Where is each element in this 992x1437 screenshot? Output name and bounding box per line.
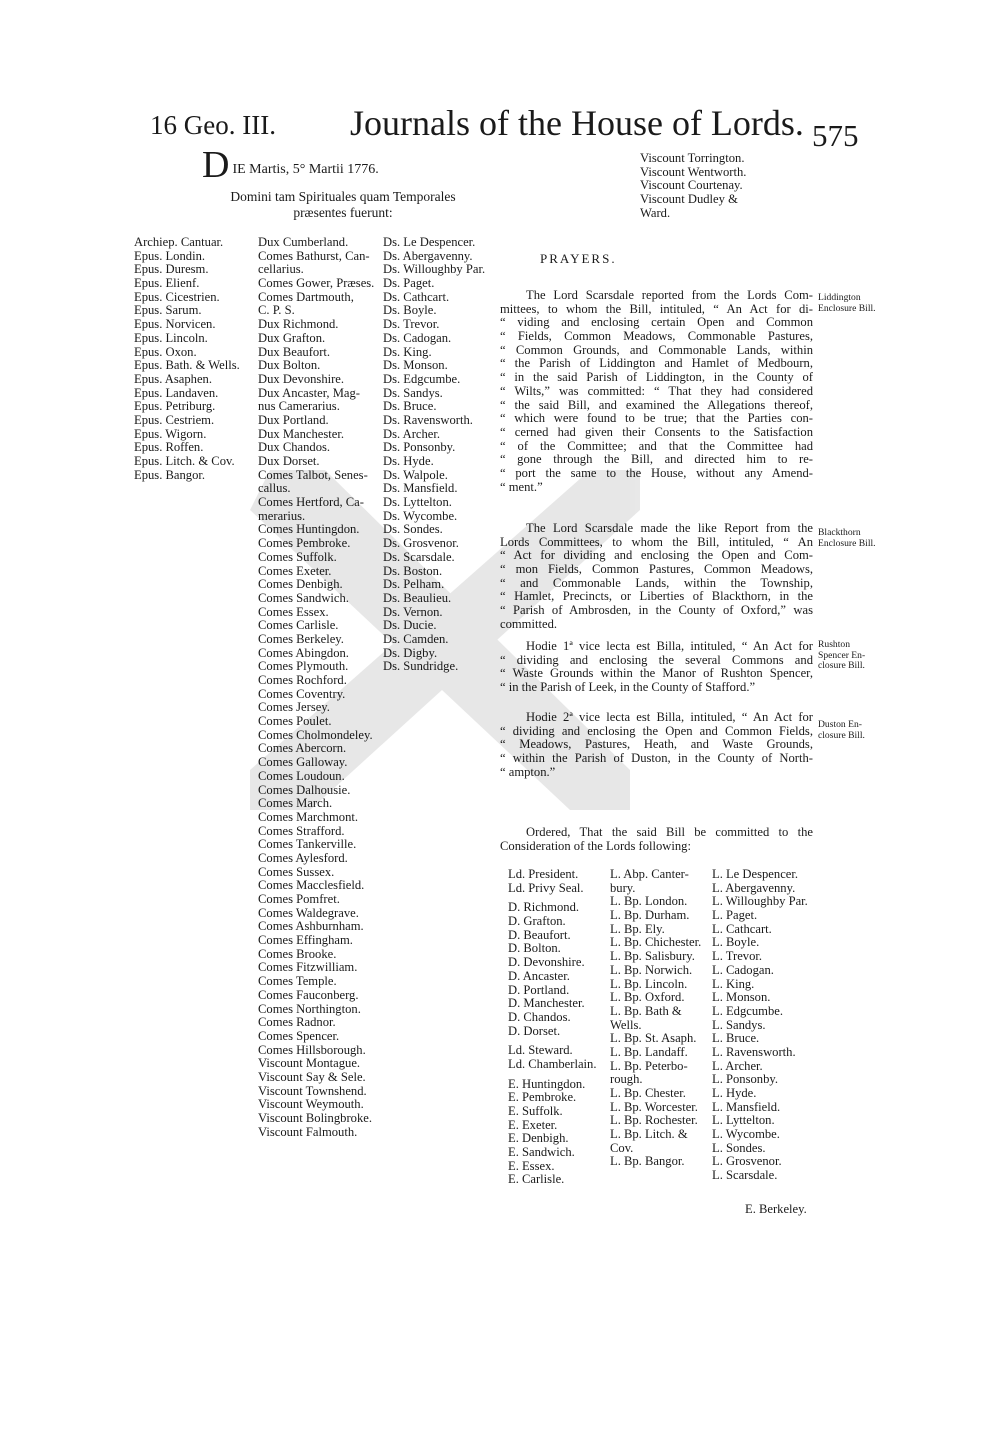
attendance-entry: Dux Devonshire. [258, 371, 345, 386]
paragraph-line: “ Hamlet, Precincts, or Liberties of Blackthorn, in the [500, 590, 813, 604]
committee-member: L. Bp. Salisbury. [610, 949, 695, 964]
attendance-entry: Epus. Asaphen. [134, 371, 213, 386]
attendance-entry: Viscount Courtenay. [640, 178, 743, 193]
attendance-entry: Ds. Bruce. [383, 399, 437, 414]
committee-member: E. Huntingdon. [508, 1076, 586, 1091]
committee-member: L. Abergavenny. [712, 880, 796, 895]
paragraph-line: “ dividing and enclosing the Open and Common Fields, [500, 724, 813, 738]
attendance-entry: Comes Cholmondeley. [258, 727, 373, 742]
sitting-date-text: IE Martis, 5° Martii 1776. [232, 162, 379, 177]
committee-member: L. Ravensworth. [712, 1044, 796, 1059]
committee-member: L. Bp. Chester. [610, 1086, 686, 1100]
paragraph-line: “ cerned had given their Consents to the Satisfaction [500, 425, 813, 439]
paragraph-line: “ Waste Grounds within the Manor of Rushton Spencer, [500, 667, 813, 681]
attendance-entry: Comes Hertford, Ca- [258, 495, 364, 510]
paragraph-line: “ ment.” [500, 480, 543, 494]
committee-member: L. Bp. Bath & [610, 1003, 682, 1018]
committee-member: L. Willoughby Par. [712, 894, 808, 909]
paragraph-line: “ Act for dividing and enclosing the Open and Com- [500, 549, 813, 563]
attendance-entry: Epus. Landaven. [134, 385, 219, 400]
attendance-entry: Comes Berkeley. [258, 631, 344, 646]
attendance-entry: Ds. Beaulieu. [383, 590, 452, 605]
committee-member: L. Scarsdale. [712, 1168, 778, 1183]
attendance-entry: Comes Fitzwilliam. [258, 960, 358, 975]
committee-member: E. Denbigh. [508, 1131, 569, 1146]
committee-member: L. Bp. Ely. [610, 921, 665, 936]
attendance-entry: Epus. Wigorn. [134, 426, 207, 441]
committee-member: L. Bp. Chichester. [610, 935, 702, 950]
attendance-entry: Comes Waldegrave. [258, 905, 359, 920]
committee-member: Cov. [610, 1140, 634, 1155]
attendance-entry: Dux Grafton. [258, 330, 326, 345]
attendance-entry: Comes Rochford. [258, 673, 347, 687]
committee-member: L. Bp. Durham. [610, 908, 690, 923]
attendance-entry: Epus. Roffen. [134, 440, 204, 455]
page-number: 575 [812, 118, 859, 153]
attendance-entry: Comes Poulet. [258, 714, 332, 729]
journal-title: Journals of the House of Lords. [350, 103, 804, 143]
attendance-entry: cellarius. [258, 262, 304, 277]
attendance-entry: Comes Macclesfield. [258, 878, 365, 893]
committee-member: Ld. Privy Seal. [508, 880, 584, 895]
attendance-entry: Ds. Mansfield. [383, 481, 458, 496]
committee-member: D. Devonshire. [508, 955, 585, 970]
paragraph-line: The Lord Scarsdale reported from the Lords Com- [526, 289, 813, 302]
viscounts-list [640, 152, 746, 220]
attendance-entry: Comes Ashburnham. [258, 919, 364, 934]
paragraph-line: “ the Parish of Liddington and Hamlet of Medbourn, [500, 357, 813, 371]
margin-note-line: Blackthorn [818, 527, 861, 538]
attendance-entry: Viscount Dudley & [640, 192, 738, 207]
attendance-entry: Viscount Say & Sele. [258, 1069, 366, 1084]
attendance-entry: Comes Radnor. [258, 1015, 336, 1030]
paragraph-line: “ dividing and enclosing the several Commons and [500, 653, 813, 667]
presence-heading: Domini tam Spirituales quam Temporales præsentes fuerunt: [230, 189, 456, 220]
attendance-entry: Ds. Sundridge. [383, 659, 459, 674]
paragraph-line: mittees, to whom the Bill, intituled, “ An Act for di- [500, 302, 813, 316]
attendance-entry: Ds. Boston. [383, 563, 443, 578]
committee-member: E. Sandwich. [508, 1145, 575, 1160]
paragraph-line: “ Parish of Ambrosden, in the County of Oxford,” was [500, 604, 813, 618]
committee-member: Wells. [610, 1017, 642, 1032]
prayers-heading: PRAYERS. [540, 251, 617, 266]
margin-note-line: Duston En- [818, 719, 862, 730]
margin-note-line: closure Bill. [818, 660, 865, 672]
attendance-entry: Epus. Bangor. [134, 467, 206, 482]
attendance-entry: Comes Talbot, Senes- [258, 467, 368, 482]
committee-column-2 [610, 868, 701, 1169]
paragraph-line: Consideration of the Lords following: [500, 839, 691, 853]
committee-member: bury. [610, 880, 636, 895]
attendance-entry: Comes Fauconberg. [258, 987, 359, 1002]
paragraph-line: Hodie 2ª vice lecta est Billa, intituled, “ An Act for [526, 711, 813, 724]
attendance-entry: Ds. Lyttelton. [383, 495, 452, 510]
attendance-entry: Epus. Sarum. [134, 303, 202, 318]
attendance-entry: callus. [258, 481, 291, 496]
proceeding-paragraph [500, 522, 813, 632]
attendance-entry: Ds. Sondes. [383, 522, 443, 537]
attendance-entry: Ds. Digby. [383, 645, 438, 660]
committee-member: D. Dorset. [508, 1023, 561, 1038]
paragraph-line: “ gone through the Bill, and directed him to re- [500, 453, 813, 467]
committee-member: L. Hyde. [712, 1086, 757, 1100]
proceeding-paragraph [500, 826, 813, 853]
margin-note-line: Enclosure Bill. [818, 302, 876, 314]
attendance-entry: Epus. Cicestrien. [134, 289, 220, 304]
committee-member: E. Suffolk. [508, 1104, 563, 1118]
margin-note [818, 528, 876, 549]
attendance-entry: Ds. Vernon. [383, 604, 443, 619]
attendance-entry: Ds. Camden. [383, 631, 449, 646]
attendance-entry: Comes Hillsborough. [258, 1042, 366, 1057]
attendance-entry: Comes Exeter. [258, 563, 332, 578]
attendance-entry: Viscount Townshend. [258, 1083, 367, 1098]
attendance-entry: Ds. Willoughby Par. [383, 262, 486, 277]
committee-member: L. Bruce. [712, 1031, 760, 1046]
attendance-entry: Ds. Abergavenny. [383, 248, 473, 263]
regnal-year: 16 Geo. III. [150, 110, 276, 140]
attendance-entry: Dux Bolton. [258, 358, 321, 373]
committee-member: D. Bolton. [508, 941, 561, 956]
committee-member: L. Bp. Worcester. [610, 1099, 698, 1114]
paragraph-line: “ Common Grounds, and Commonable Lands, within [500, 343, 813, 357]
sitting-date [202, 144, 379, 186]
attendance-entry: Epus. Londin. [134, 248, 206, 263]
paragraph-line: “ Wilts,” was committed: “ That they had considered [500, 384, 813, 398]
attendance-entry: Dux Beaufort. [258, 344, 331, 359]
committee-member: L. Grosvenor. [712, 1154, 782, 1169]
committee-member: Ld. President. [508, 867, 579, 881]
attendance-entry: Comes Carlisle. [258, 618, 339, 633]
margin-note [818, 640, 865, 672]
attendance-entry: Ds. Monson. [383, 358, 448, 373]
margin-note-line: Rushton [818, 639, 850, 650]
attendance-entry: Comes Temple. [258, 974, 337, 989]
attendance-entry: Comes Abingdon. [258, 645, 349, 660]
committee-member: L. Bp. Oxford. [610, 990, 685, 1005]
attendance-entry: Comes Essex. [258, 604, 329, 619]
attendance-entry: Epus. Litch. & Cov. [134, 454, 235, 468]
committee-member: L. Abp. Canter- [610, 867, 689, 881]
attendance-entry: Comes March. [258, 796, 333, 811]
margin-note-line: Spencer En- [818, 649, 866, 661]
committee-member: L. Lyttelton. [712, 1113, 775, 1128]
attendance-entry: Viscount Falmouth. [258, 1124, 358, 1139]
attendance-entry: Epus. Petriburg. [134, 399, 216, 414]
attendance-entry: Ds. Wycombe. [383, 508, 458, 523]
attendance-entry: Comes Pomfret. [258, 892, 340, 906]
committee-member: L. Bp. Peterbo- [610, 1058, 688, 1073]
committee-member: L. Edgcumbe. [712, 1003, 783, 1018]
attendance-entry: Ward. [640, 205, 671, 220]
committee-member: L. Bp. St. Asaph. [610, 1031, 697, 1046]
attendance-entry: Ds. Le Despencer. [383, 235, 476, 249]
paragraph-line: “ in the Parish of Leek, in the County of Stafford.” [500, 681, 756, 695]
attendance-entry: Comes Loudoun. [258, 768, 345, 783]
committee-member: L. Bp. London. [610, 894, 688, 909]
attendance-entry: Epus. Elienf. [134, 276, 200, 291]
paragraph-line: “ which were found to be true; that the Parties con- [500, 412, 813, 426]
attendance-entry: Viscount Torrington. [640, 151, 745, 165]
attendance-entry: Ds. Archer. [383, 426, 441, 441]
paragraph-line: “ within the Parish of Duston, in the County of North- [500, 752, 813, 766]
attendance-entry: Comes Galloway. [258, 755, 348, 770]
proceeding-paragraph [500, 711, 813, 779]
attendance-entry: Epus. Oxon. [134, 344, 197, 359]
attendance-entry: Ds. Walpole. [383, 467, 448, 482]
attendance-entry: Comes Dartmouth, [258, 289, 354, 304]
margin-note-line: Liddington [818, 292, 861, 303]
attendance-entry: Viscount Bolingbroke. [258, 1111, 372, 1125]
attendance-entry: Epus. Lincoln. [134, 330, 208, 345]
attendance-entry: Dux Ancaster, Mag- [258, 385, 360, 400]
attendance-entry: Comes Spencer. [258, 1028, 340, 1043]
paragraph-line: “ ampton.” [500, 765, 556, 779]
committee-member: L. Bp. Landaff. [610, 1044, 688, 1059]
attendance-entry: Viscount Montague. [258, 1056, 361, 1071]
attendance-entry: Comes Pembroke. [258, 536, 351, 551]
attendance-entry: Comes Sandwich. [258, 590, 349, 605]
paragraph-line: Ordered, That the said Bill be committed to the [526, 826, 813, 839]
committee-member: L. Sandys. [712, 1017, 766, 1032]
attendance-entry: Comes Brooke. [258, 946, 337, 961]
attendance-entry: Comes Denbigh. [258, 577, 343, 592]
committee-member: L. Wycombe. [712, 1127, 780, 1142]
paragraph-line: The Lord Scarsdale made the like Report from the [526, 522, 813, 535]
attendance-entry: Ds. Ravensworth. [383, 412, 473, 427]
committee-member: D. Grafton. [508, 914, 566, 929]
attendance-entry: Ds. Cadogan. [383, 330, 452, 345]
attendance-entry: Ds. King. [383, 344, 432, 359]
attendance-entry: Dux Chandos. [258, 440, 331, 455]
attendance-entry: Dux Richmond. [258, 317, 339, 332]
paragraph-line: “ Fields, Common Meadows, Commonable Pastures, [500, 330, 813, 344]
committee-member: L. Le Despencer. [712, 867, 799, 881]
committee-member: L. Bp. Litch. & [610, 1127, 688, 1142]
proceeding-paragraph [500, 640, 813, 695]
paragraph-line: Lords Committees, to whom the Bill, intituled, “ An [500, 535, 813, 549]
attendance-entry: Dux Portland. [258, 412, 329, 427]
attendance-entry: Viscount Weymouth. [258, 1097, 364, 1112]
attendance-entry: Comes Gower, Præses. [258, 276, 375, 291]
committee-member: L. Mansfield. [712, 1099, 781, 1114]
committee-member: L. Archer. [712, 1058, 763, 1073]
attendance-entry: Comes Abercorn. [258, 741, 347, 756]
attendance-entry: Comes Aylesford. [258, 850, 348, 865]
attendance-entry: Comes Northington. [258, 1001, 361, 1016]
attendance-entry: Ds. Ducie. [383, 618, 437, 633]
attendance-entry: Comes Marchmont. [258, 809, 359, 824]
committee-member: L. Bp. Norwich. [610, 962, 693, 977]
margin-note-line: Enclosure Bill. [818, 537, 876, 549]
attendance-entry: Dux Manchester. [258, 426, 345, 441]
attendance-entry: Ds. Cathcart. [383, 289, 450, 304]
attendance-entry: Ds. Hyde. [383, 454, 434, 468]
paragraph-line: “ port the same to the House, without any Amend- [500, 466, 813, 480]
attendance-entry: Ds. Ponsonby. [383, 440, 456, 455]
catchword: E. Berkeley. [745, 1202, 807, 1216]
attendance-entry: Ds. Grosvenor. [383, 536, 459, 551]
committee-member: L. Paget. [712, 908, 758, 923]
page-header [0, 96, 992, 153]
attendance-entry: Comes Sussex. [258, 864, 335, 879]
attendance-entry: merarius. [258, 508, 306, 523]
bishops-column [134, 236, 240, 482]
committee-member: E. Essex. [508, 1158, 555, 1173]
attendance-entry: Archiep. Cantuar. [134, 235, 224, 249]
committee-member: L. Bp. Bangor. [610, 1154, 685, 1169]
committee-member: D. Ancaster. [508, 968, 570, 983]
attendance-entry: Comes Dalhousie. [258, 782, 351, 797]
paragraph-line: “ and Commonable Lands, within the Township, [500, 576, 813, 590]
attendance-entry: Epus. Duresm. [134, 262, 209, 277]
attendance-entry: Epus. Norvicen. [134, 317, 216, 332]
attendance-entry: Epus. Cestriem. [134, 412, 215, 427]
attendance-entry: nus Camerarius. [258, 399, 340, 414]
committee-member: L. Cadogan. [712, 962, 774, 977]
committee-member: Ld. Chamberlain. [508, 1056, 597, 1071]
attendance-entry: C. P. S. [258, 303, 295, 318]
committee-member: E. Carlisle. [508, 1172, 565, 1187]
attendance-entry: Ds. Sandys. [383, 385, 443, 400]
committee-member: D. Portland. [508, 982, 570, 997]
margin-note-line: closure Bill. [818, 729, 865, 741]
paragraph-line: “ viding and enclosing certain Open and Common [500, 316, 813, 330]
paragraph-line: “ in the said Parish of Liddington, in the County of [500, 371, 813, 385]
attendance-entry: Comes Jersey. [258, 700, 330, 715]
committee-member: L. Cathcart. [712, 921, 772, 936]
committee-column-3 [712, 868, 808, 1183]
attendance-entry: Comes Huntingdon. [258, 522, 360, 537]
paragraph-line: “ Meadows, Pastures, Heath, and Waste Grounds, [500, 738, 813, 752]
committee-member: L. Bp. Lincoln. [610, 976, 688, 991]
attendance-entry: Ds. Trevor. [383, 317, 440, 332]
committee-member: L. Ponsonby. [712, 1072, 779, 1087]
attendance-entry: Comes Coventry. [258, 686, 346, 701]
attendance-entry: Ds. Edgcumbe. [383, 371, 461, 386]
paragraph-line: “ of the Committee; and that the Committee had [500, 439, 813, 453]
attendance-entry: Epus. Bath. & Wells. [134, 358, 240, 373]
attendance-entry: Dux Cumberland. [258, 235, 349, 249]
committee-member: L. Monson. [712, 990, 771, 1005]
attendance-entry: Dux Dorset. [258, 454, 320, 468]
attendance-entry: Comes Strafford. [258, 823, 345, 838]
committee-member: D. Richmond. [508, 900, 580, 915]
margin-note [818, 720, 865, 741]
attendance-entry: Viscount Wentworth. [640, 164, 747, 179]
committee-member: L. Sondes. [712, 1140, 766, 1155]
paragraph-line: committed. [500, 617, 558, 631]
attendance-entry: Ds. Scarsdale. [383, 549, 455, 564]
margin-note [818, 293, 876, 314]
attendance-entry: Comes Tankerville. [258, 837, 357, 852]
paragraph-line: “ the said Bill, and examined the Allegations thereof, [500, 398, 813, 412]
committee-member: D. Manchester. [508, 996, 585, 1011]
proceeding-paragraph [500, 289, 813, 494]
attendance-entry: Comes Bathurst, Can- [258, 248, 370, 263]
committee-member: L. Boyle. [712, 935, 760, 950]
attendance-entry: Ds. Boyle. [383, 303, 437, 318]
committee-member: E. Exeter. [508, 1117, 558, 1132]
committee-member: Ld. Steward. [508, 1043, 573, 1058]
drop-cap: D [202, 144, 230, 186]
attendance-entry: Comes Plymouth. [258, 659, 349, 674]
attendance-entry: Comes Suffolk. [258, 549, 337, 564]
attendance-entry: Comes Effingham. [258, 933, 353, 948]
peers-column [258, 236, 374, 1139]
committee-member: L. King. [712, 976, 755, 991]
committee-member: D. Beaufort. [508, 927, 571, 942]
committee-column-1 [508, 868, 596, 1187]
committee-member: D. Chandos. [508, 1009, 571, 1024]
barons-column [383, 236, 485, 674]
committee-member: rough. [610, 1072, 643, 1087]
attendance-entry: Ds. Pelham. [383, 577, 445, 592]
committee-member: E. Pembroke. [508, 1090, 577, 1105]
committee-member: L. Bp. Rochester. [610, 1113, 698, 1128]
paragraph-line: Hodie 1ª vice lecta est Billa, intituled, “ An Act for [526, 640, 813, 653]
paragraph-line: “ mon Fields, Common Pastures, Common Meadows, [500, 563, 813, 577]
attendance-entry: Ds. Paget. [383, 276, 435, 291]
committee-member: L. Trevor. [712, 949, 763, 964]
